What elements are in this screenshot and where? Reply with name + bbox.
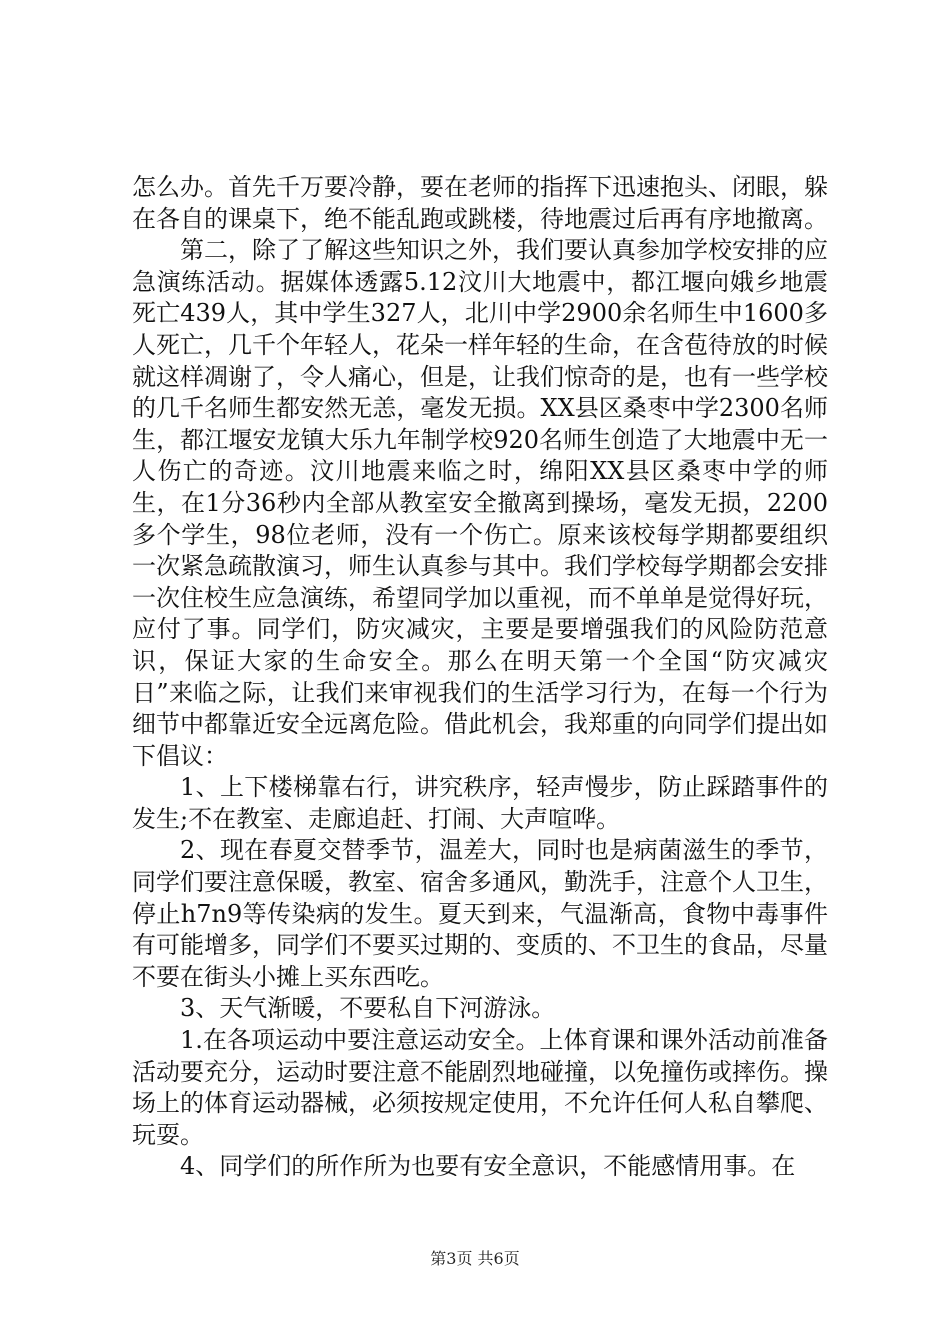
paragraph-6: 1.在各项运动中要注意运动安全。上体育课和课外活动前准备活动要充分，运动时要注意不能剧烈地碰撞，以免撞伤或摔伤。操场上的体育运动器械，必须按规定使用，不允许任何人私自攀爬、玩耍。 bbox=[132, 1026, 828, 1149]
page-number-footer: 第3页 共6页 bbox=[430, 1249, 520, 1268]
paragraph-2: 第二，除了了解这些知识之外，我们要认真参加学校安排的应急演练活动。据媒体透露5.12汶川大地震中，都江堰向娥乡地震死亡439人，其中学生327人，北川中学2900余名师生中1600多人死亡，几千个年轻人，花朵一样年轻的生命，在含苞待放的时候就这样凋谢了，令人痛心，但是，让我们惊奇的是，也有一些学校的几千名师生都安然无恙，毫发无损。XX县区桑枣中学2300名师生，都江堰安龙镇大乐九年制学校920名师生创造了大地震中无一人伤亡的奇迹。汶川地震来临之时，绵阳XX县区桑枣中学的师生，在1分36秒内全部从教室安全撤离到操场，毫发无损，2200多个学生，98位老师，没有一个伤亡。原来该校每学期都要组织一次紧急疏散演习，师生认真参与其中。我们学校每学期都会安排一次住校生应急演练，希望同学加以重视，而不单单是觉得好玩，应付了事。同学们，防灾减灾，主要是要增强我们的风险防范意识，保证大家的生命安全。那么在明天第一个全国“防灾减灾日”来临之际，让我们来审视我们的生活学习行为，在每一个行为细节中都靠近安全远离危险。借此机会，我郑重的向同学们提出如下倡议： bbox=[132, 236, 828, 770]
paragraph-5: 3、天气渐暖，不要私自下河游泳。 bbox=[180, 994, 556, 1023]
paragraph-3: 1、上下楼梯靠右行，讲究秩序，轻声慢步，防止踩踏事件的发生;不在教室、走廊追赶、打闹、大声喧哗。 bbox=[132, 773, 828, 833]
paragraph-4: 2、现在春夏交替季节，温差大，同时也是病菌滋生的季节，同学们要注意保暖，教室、宿舍多通风，勤洗手，注意个人卫生，停止h7n9等传染病的发生。夏天到来，气温渐高，食物中毒事件有可能增多，同学们不要买过期的、变质的、不卫生的食品，尽量不要在街头小摊上买东西吃。 bbox=[132, 836, 828, 991]
paragraph-7: 4、同学们的所作所为也要有安全意识，不能感情用事。在 bbox=[180, 1152, 796, 1181]
paragraph-1: 怎么办。首先千万要冷静，要在老师的指挥下迅速抱头、闭眼，躲在各自的课桌下，绝不能乱跑或跳楼，待地震过后再有序地撤离。 bbox=[132, 173, 828, 233]
document-body bbox=[132, 172, 828, 1183]
